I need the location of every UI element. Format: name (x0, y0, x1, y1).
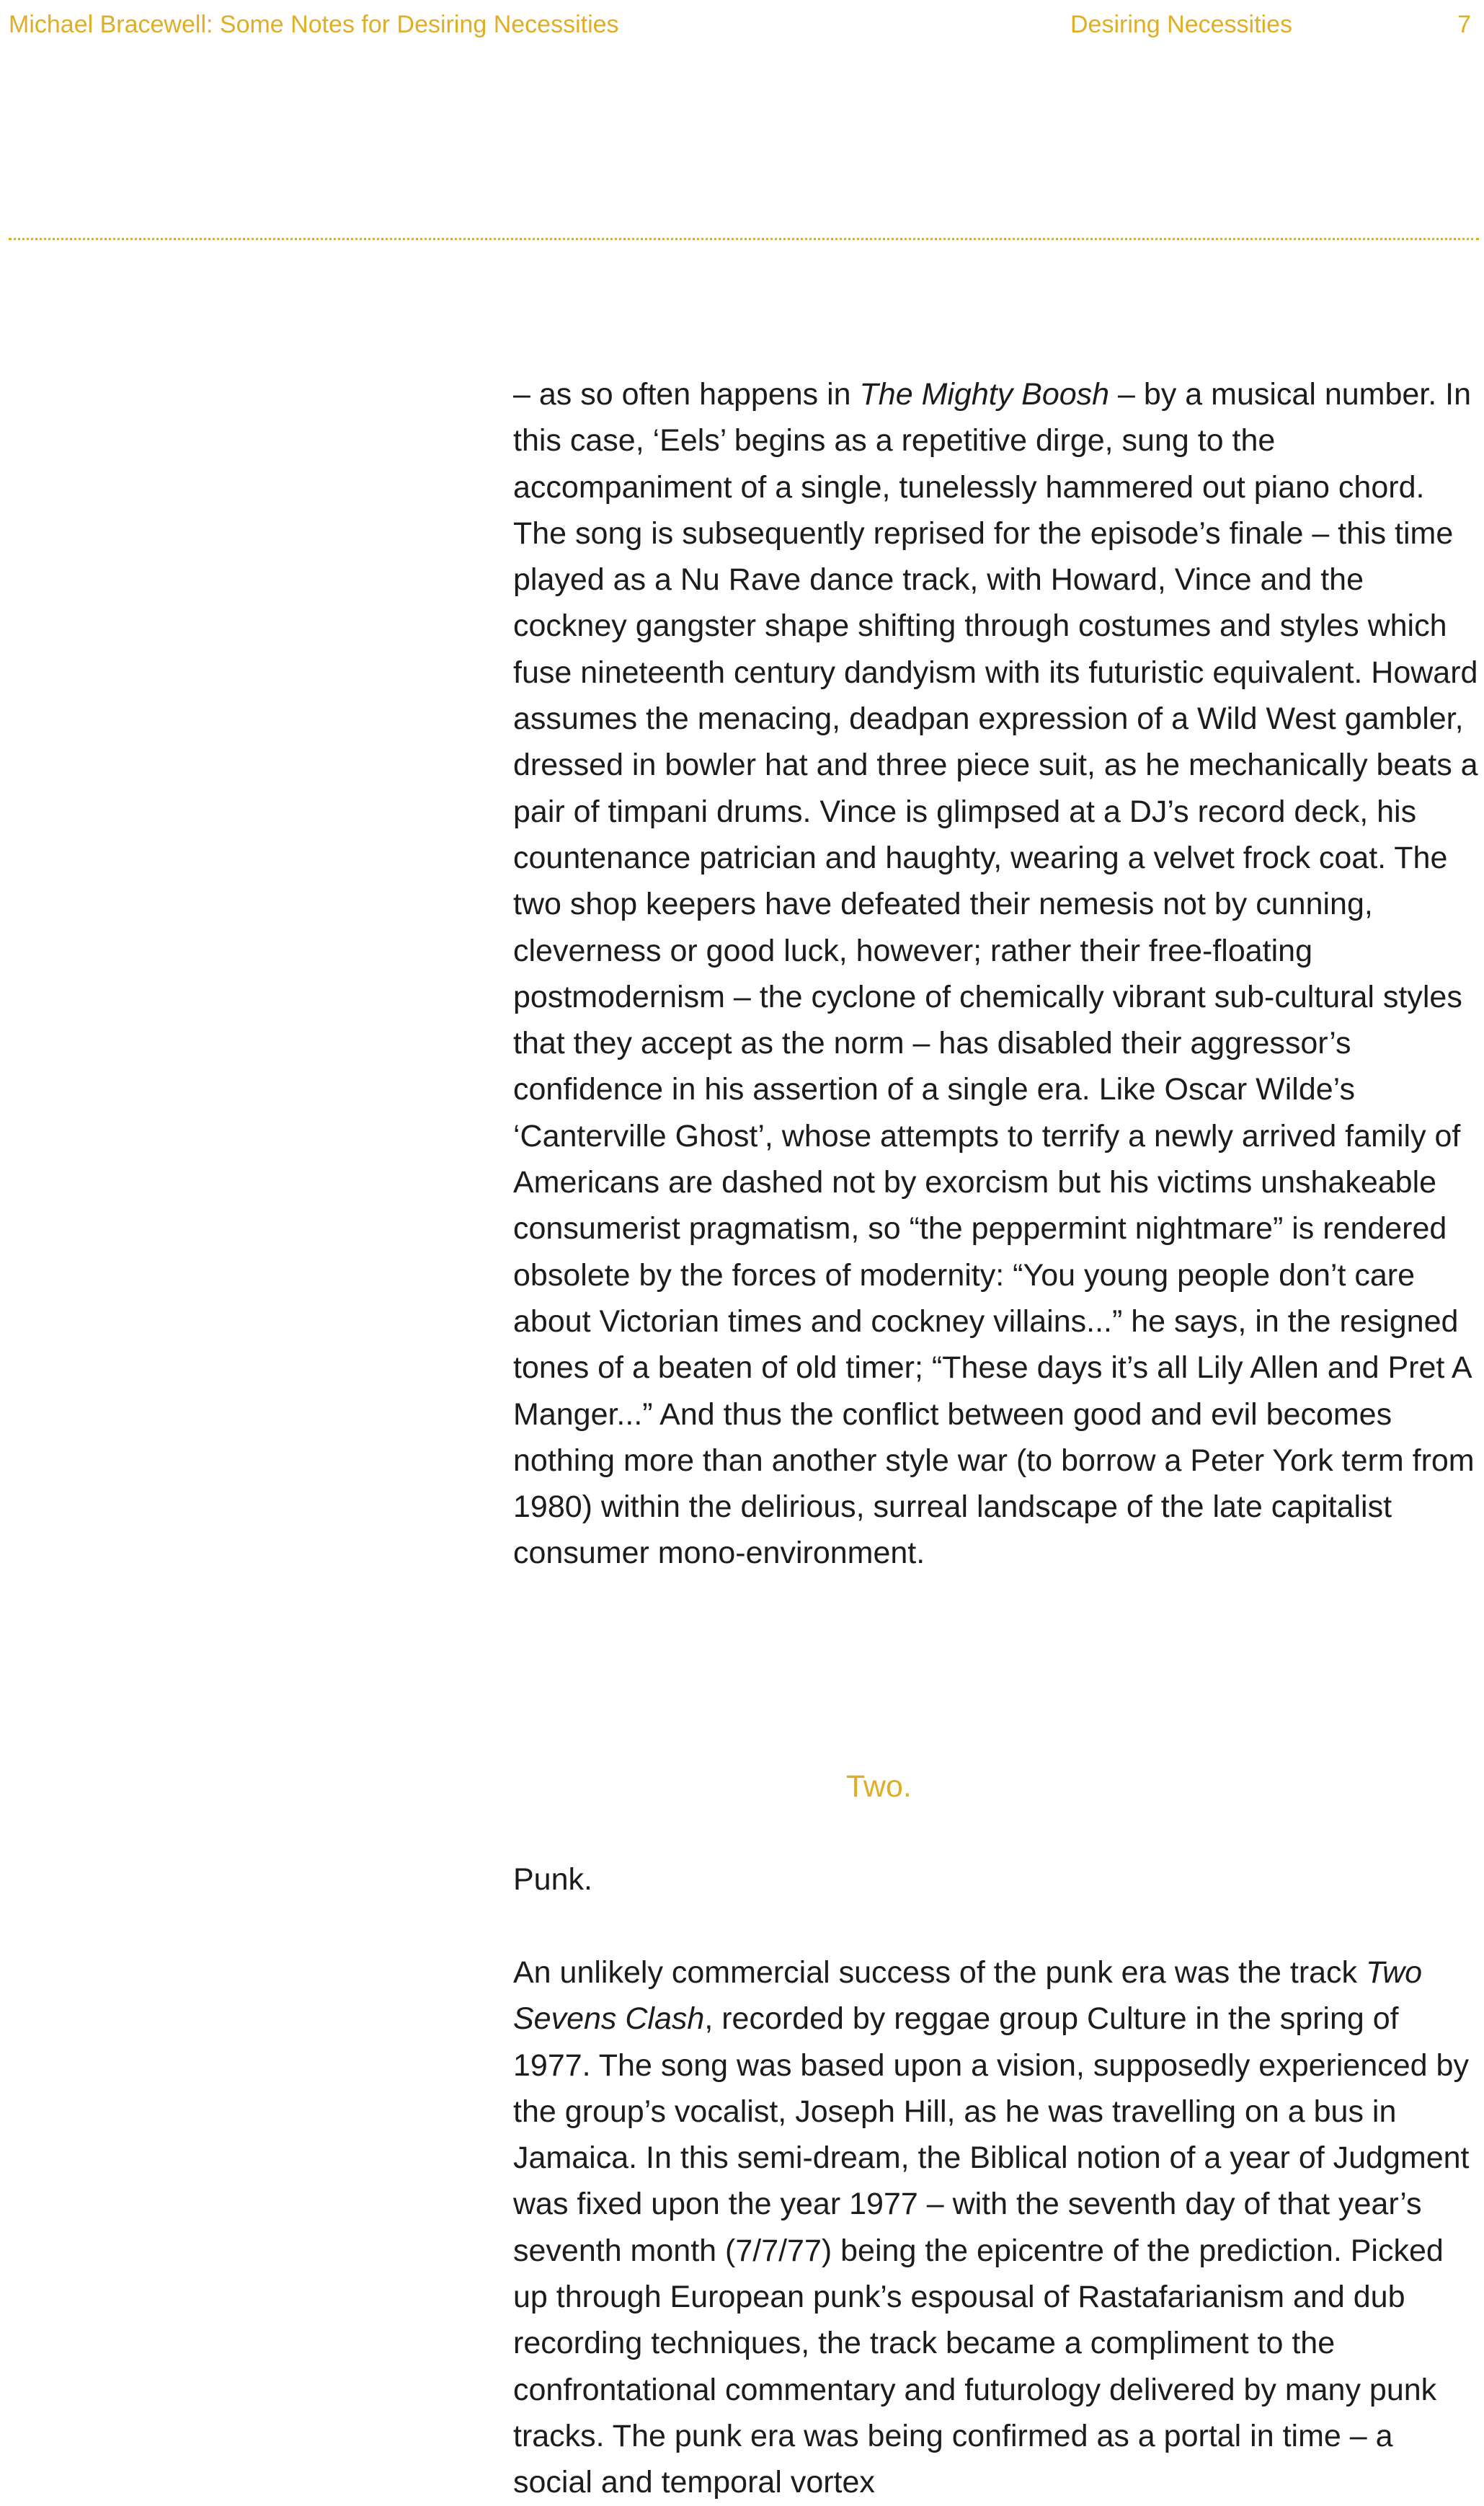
body-text-section-two (513, 1949, 1480, 2506)
paragraph-text: – by a musical number. In this case, ‘Eels’ begins as a repetitive dirge, sung to the accompaniment of a single, tunelessly hammered out piano chord. The song is subsequently reprised for the episode’s finale – this time played as a Nu Rave dance track, with Howard, Vince and the cockney gangster shape shifting through costumes and styles which fuse nineteenth century dandyism with its futuristic equivalent. Howard assumes the menacing, deadpan expression of a Wild West gambler, dressed in bowler hat and three piece suit, as he mechanically beats a pair of timpani drums. Vince is glimpsed at a DJ’s record deck, his countenance patrician and haughty, wearing a velvet frock coat. The two shop keepers have defeated their nemesis not by cunning, cleverness or good luck, however; rather their free-floating postmodernism – the cyclone of chemically vibrant sub-cultural styles that they accept as the norm – has disabled their aggressor’s confidence in his assertion of a single era. Like Oscar Wilde’s ‘Canterville Ghost’, whose attempts to terrify a newly arrived family of Americans are dashed not by exorcism but his victims unshakeable consumerist pragmatism, so “the peppermint nightmare” is rendered obsolete by the forces of modernity: “You young people don’t care about Victorian times and cockney villains...” he says, in the resigned tones of a beaten of old timer; “These days it’s all Lily Allen and Pret A Manger...” And thus the conflict between good and evil becomes nothing more than another style war (to borrow a Peter York term from 1980) within the delirious, surreal landscape of the late capitalist consumer mono-environment. (513, 377, 1478, 1571)
header-divider (9, 238, 1479, 240)
header-book-title: Michael Bracewell: Some Notes for Desiring Necessities (9, 11, 619, 38)
italic-title: The Mighty Boosh (859, 377, 1110, 412)
paragraph-text: , recorded by reggae group Culture in the spring of 1977. The song was based upon a vision, supposedly experienced by the group’s vocalist, Joseph Hill, as he was travelling on a bus in Jamaica. In this semi-dream, the Biblical notion of a year of Judgment was fixed upon the year 1977 – with the seventh day of that year’s seventh month (7/7/77) being the epicentre of the prediction. Picked up through European punk’s espousal of Rastafarianism and dub recording techniques, the track became a compliment to the confrontational commentary and futurology delivered by many punk tracks. The punk era was being confirmed as a portal in time – a social and temporal vortex (513, 2001, 1470, 2500)
page-number: 7 (1457, 11, 1471, 38)
paragraph-text: An unlikely commercial success of the punk era was the track (513, 1955, 1367, 1990)
paragraph (513, 371, 1480, 1577)
body-text-section-one (513, 371, 1480, 1577)
section-heading: Two. (846, 1769, 912, 1804)
header-section-title: Desiring Necessities (1070, 11, 1292, 38)
paragraph-text: – as so often happens in (513, 377, 860, 412)
paragraph (513, 1949, 1480, 2506)
section-subheading: Punk. (513, 1862, 592, 1897)
running-header (9, 7, 1475, 42)
italic-title: Two Sevens Clash (513, 1955, 1423, 2037)
